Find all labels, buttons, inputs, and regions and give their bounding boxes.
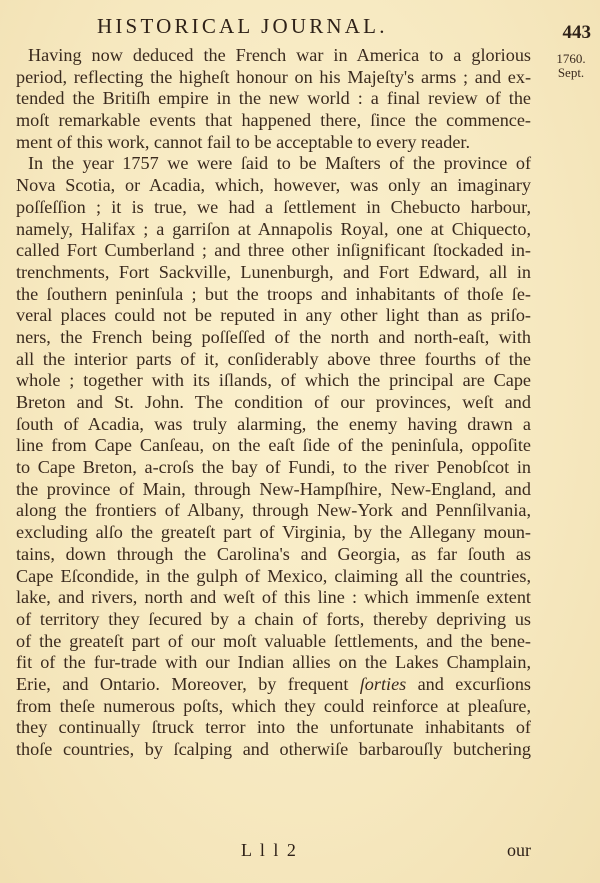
page-footer — [0, 840, 600, 864]
text-line: Cape Eſcondide, in the gulph of Mexico, claiming all the countries, — [16, 565, 531, 586]
text-line: all the interior parts of it, conſiderably above three fourths of the — [16, 348, 531, 369]
text-line: the ſouthern peninſula ; but the troops and inhabitants of thoſe ſe- — [16, 283, 531, 304]
text-line: veral places could not be reputed in any other light than as priſo- — [16, 305, 531, 326]
text-line: along the frontiers of Albany, through New-York and Pennſilvania, — [16, 500, 531, 521]
italic-word: ſorties — [359, 673, 407, 694]
text-segment: and excurſions — [406, 673, 531, 694]
text-line: Having now deduced the French war in America to a glorious — [28, 45, 531, 65]
text-line: from theſe numerous poſts, which they could reinforce at pleaſure, — [16, 695, 531, 716]
body-text — [16, 45, 531, 761]
text-line: called Fort Cumberland ; and three other inſignificant ſtockaded in- — [16, 240, 531, 261]
text-line: thoſe countries, by ſcalping and otherwiſe barbarouſly butchering — [16, 739, 531, 759]
paragraph-2 — [16, 153, 531, 760]
text-line: moſt remarkable events that happened there, ſince the commence- — [16, 110, 531, 131]
text-line: to Cape Breton, a-croſs the bay of Fundi, to the river Penobſcot in — [16, 457, 531, 478]
text-line: lake, and rivers, north and weſt of this line : which immenſe extent — [16, 587, 531, 608]
text-segment: Erie, and Ontario. Moreover, by frequent — [16, 673, 360, 694]
text-line: line from Cape Canſeau, on the eaſt ſide of the peninſula, oppoſite — [16, 435, 531, 456]
text-line: period, reflecting the higheſt honour on his Majeſty's arms ; and ex- — [16, 66, 531, 87]
text-line: trenchments, Fort Sackville, Lunenburgh, and Fort Edward, all in — [16, 261, 531, 282]
paragraph-1 — [16, 45, 531, 153]
text-line: tended the Britiſh empire in the new world : a final review of the — [16, 88, 531, 109]
text-line: ners, the French being poſſeſſed of the north and north-eaſt, with — [16, 326, 531, 347]
margin-date-note — [546, 52, 596, 80]
catchword: our — [507, 840, 531, 860]
text-line: they continually ſtruck terror into the unfortunate inhabitants of — [16, 717, 531, 738]
text-line-with-italic — [16, 674, 531, 696]
text-line: whole ; together with its iſlands, of which the principal are Cape — [16, 370, 531, 391]
text-line: Nova Scotia, or Acadia, which, however, was only an imaginary — [16, 175, 531, 196]
text-line: namely, Halifax ; a garriſon at Annapolis Royal, one at Chiquecto, — [16, 218, 531, 239]
margin-note-year: 1760. — [556, 51, 586, 66]
text-line: In the year 1757 we were ſaid to be Maſters of the province of — [28, 153, 531, 174]
text-line: ment of this work, cannot fail to be acceptable to every reader. — [16, 131, 470, 152]
page-header — [0, 14, 600, 44]
text-line: of territory they ſecured by a chain of forts, thereby depriving us — [16, 608, 531, 629]
page-number: 443 — [562, 22, 591, 43]
text-line: Breton and St. John. The condition of our provinces, weſt and — [16, 392, 531, 412]
text-line: poſſeſſion ; it is true, we had a ſettlement in Chebucto harbour, — [16, 196, 531, 217]
running-title: HISTORICAL JOURNAL. — [97, 14, 388, 38]
text-line: fit of the fur-trade with our Indian allies on the Lakes Champlain, — [16, 652, 531, 673]
text-line: of the greateſt part of our moſt valuable ſettlements, and the bene- — [16, 630, 531, 651]
text-line: tains, down through the Carolina's and Georgia, as far ſouth as — [16, 543, 531, 564]
text-line: excluding alſo the greateſt part of Virginia, by the Allegany moun- — [16, 522, 531, 543]
margin-note-month: Sept. — [557, 65, 585, 80]
signature-mark: L l l 2 — [241, 840, 298, 860]
text-line: the province of Main, through New-Hampſhire, New-England, and — [16, 478, 531, 499]
text-line: ſouth of Acadia, was truly alarming, the enemy having drawn a — [16, 413, 531, 434]
